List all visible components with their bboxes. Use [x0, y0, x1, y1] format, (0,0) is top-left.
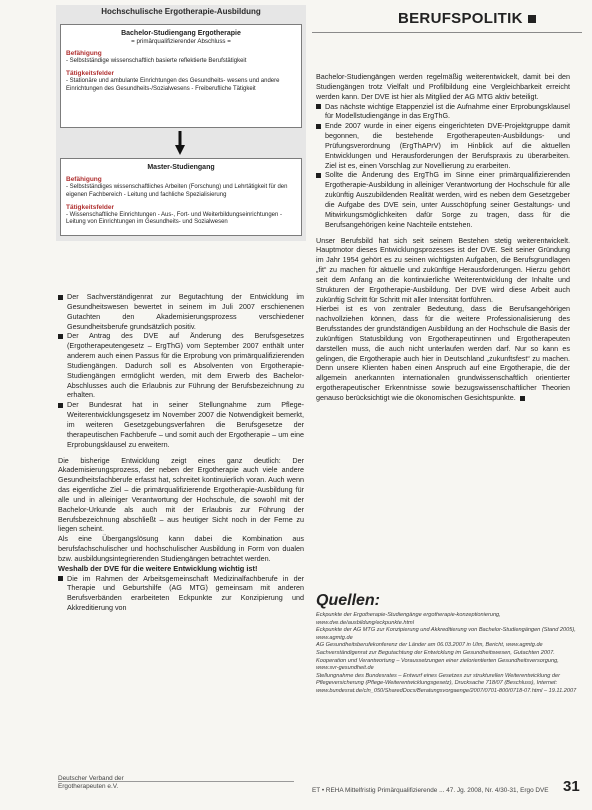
bachelor-subtitle: = primärqualifizierender Abschluss =	[131, 38, 231, 45]
list-item: Sachverständigenrat zur Begutachtung der Entwicklung im Gesundheitswesen, Gutachten 2007. Kooperation und Verantwortung – Voraussetzungen einer zielorientierten Gesundheitsversorgung, www.svr-gesundheit.de	[316, 649, 559, 672]
list-item: Der Bundesrat hat in seiner Stellungnahme zum Pflege-Weiterentwicklungsgesetz im November 2007 die Notwendigkeit bemerkt, im weiteren Gesetzgebungsverfahren die Berufsgesetze der therapeutischen Fachberufe – und somit auch der Ergotherapie – um eine Erprobungsklausel zu erweitern.	[58, 400, 304, 449]
list-item: Das nächste wichtige Etappenziel ist die Aufnahme einer Erprobungsklausel für Modellstudiengänge in das ErgThG.	[316, 102, 570, 122]
list-item: Der Sachverständigenrat zur Begutachtung der Entwicklung im Gesundheitswesen bewertet in seinem im Juli 2007 erschienenen Gutachten den Akademisierungsprozess verschiedener Gesundheitsberufe grundsätzlich positiv.	[58, 292, 304, 331]
bachelor-taetigkeit-label: Tätigkeitsfelder	[66, 69, 115, 77]
down-arrow-icon	[175, 131, 185, 155]
paragraph: Bachelor-Studiengängen werden regelmäßig weiterentwickelt, damit bei den Studiengängen trotz Vielfalt und Profilbildung eine Vergleichbarkeit erreicht werden kann. Der DVE ist hier als Mitglied der AG MTG aktiv beteiligt.	[316, 72, 570, 101]
master-befaehigung-text: - Selbstständiges wissenschaftliches Arbeiten (Forschung) und Lehrtätigkeit für den eigenen Fachbereich - Leitung und fachliche Spezialisierung	[66, 184, 288, 198]
footer-org-line1: Deutscher Verband der	[58, 775, 124, 782]
page-number: 31	[563, 778, 580, 795]
master-befaehigung-label: Befähigung	[66, 176, 102, 183]
paragraph: Als eine Übergangslösung kann dabei die Kombination aus berufsfachschulischer und hochschulischer Ausbildung in Form von dualen bzw. ausbildungsintegrierenden Studiengängen betrachtet werden.	[58, 534, 304, 563]
bachelor-befaehigung-label: Befähigung	[66, 50, 102, 57]
sources-heading: Quellen:	[316, 592, 381, 609]
bachelor-card	[60, 24, 302, 128]
list-item: Ende 2007 wurde in einer eigens eingerichteten DVE-Projektgruppe damit begonnen, die bestehende Ergotherapeuten-Ausbildungs- und Prüfungsverordnung (ErgThAPrV) im Hinblick auf die aktuellen Entwicklungen und Herausforderungen der Berufspraxis zu überarbeiten. Ziel ist es, einen Vorschlag zur Novellierung zu erarbeiten.	[316, 121, 570, 170]
list-item: Eckpunkte der AG MTG zur Konzipierung und Akkreditierung von Bachelor-Studiengängen (Stand 2005), www.agmtg.de	[316, 627, 576, 641]
list-item: Der Antrag des DVE auf Änderung des Berufsgesetzes (Ergotherapeutengesetz – ErgThG) vom September 2007 enthält unter anderem auch einen Passus für die Erprobung von primärqualifizierenden Studiengängen. Dadurch soll es Absolventen von Ergotherapie-Studiengängen ermöglicht werden, mit dem Erwerb des Bachelor-Abschlusses auch die Erlaubnis zur Führung der Berufsbezeichnung zu erhalten.	[58, 331, 304, 400]
bachelor-taetigkeit-text: - Stationäre und ambulante Einrichtungen des Gesundheits- wesens und andere Einrichtungen des Gesundheits-/Sozialwesens - Freiberufliche Tätigkeit	[66, 77, 280, 92]
list-item: AG Gesundheitsberufekonferenz der Länder am 06.03.2007 in Ulm, Bericht, www.agmtg.de	[316, 642, 543, 649]
master-taetigkeit-label: Tätigkeitsfelder	[66, 203, 115, 211]
subheading: Weshalb der DVE für die weitere Entwicklung wichtig ist!	[58, 563, 258, 573]
master-taetigkeit-text: - Wissenschaftliche Einrichtungen - Aus-, Fort- und Weiterbildungseinrichtungen - Leitung von Einrichtungen im Gesundheits- und Sozialwesen	[66, 211, 282, 226]
sources-list	[316, 612, 578, 696]
bachelor-befaehigung-text: - Selbstständige wissenschaftlich basierte reflektierte Berufstätigkeit	[66, 58, 247, 64]
paragraph: Die bisherige Entwicklung zeigt eines ganz deutlich: Der Akademisierungsprozess, der neben der Ergotherapie auch viele andere Gesundheitsfachberufe erfasst hat, schreitet kontinuierlich voran. Auch wenn das eigentliche Ziel – die primärqualifizierende Ergotherapie-Ausbildung für alle und in alleiniger Verantwortung der Hochschule, die sowohl mit der Bachelor-Urkunde als auch mit der Erlaubnis zur Führung der Berufsbezeichnung abschließt – aus heutiger Sicht noch in der Ferne zu liegen scheint.	[58, 455, 304, 534]
right-column	[316, 72, 570, 403]
diagram-title: Hochschulische Ergotherapie-Ausbildung	[101, 7, 261, 16]
master-card	[60, 158, 302, 236]
left-column	[58, 292, 304, 613]
header-rule	[312, 32, 582, 33]
master-title: Master-Studiengang	[147, 164, 215, 171]
list-item: Stellungnahme des Bundesrates – Entwurf eines Gesetzes zur strukturellen Weiterentwicklung der Pflegeversicherung (Pflege-Weiterentwicklungsgesetz), Drucksache 718/07 (Beschluss), Internet: www.bundesrat.de/cln_050/SharedDocs/Beratungsvorgaenge/2007/0701-800/0718-07.html – 19.11.2007	[316, 672, 577, 694]
section-header: BERUFSPOLITIK	[398, 10, 536, 27]
footer-org	[58, 775, 124, 791]
footer-org-line2: Ergotherapeuten e.V.	[58, 783, 119, 790]
list-item: Die im Rahmen der Arbeitsgemeinschaft Medizinalfachberufe in der Therapie und Geburtshilfe (AG MTG) gemeinsam mit anderen Berufsverbänden erarbeiteten Eckpunkte zur Konzipierung und Akkreditierung von	[58, 574, 304, 613]
bachelor-title: Bachelor-Studiengang Ergotherapie	[121, 30, 241, 37]
paragraph: Unser Berufsbild hat sich seit seinem Bestehen stetig weiterentwickelt. Hauptmotor dieses Entwicklungsprozesses ist der DVE. Seit seiner Gründung im Jahr 1954 gehört es zu seinen wichtigsten Aufgaben, die Berufsgrundlagen „fit“ zu machen für aktuelle und zukünftige Herausforderungen. Hierzu gehört seit dem Anfang an die kontinuierliche Weiterentwicklung der Inhalte und Strukturen der Ergotherapie-Ausbildung. Der DVE wird diese Arbeit auch zukünftig Schritt für Schritt mit aller Intensität fortführen.	[316, 235, 570, 304]
header-square-icon	[528, 15, 536, 23]
list-item: Sollte die Änderung des ErgThG im Sinne einer primärqualifizierenden Ergotherapie-Ausbildung in alleiniger Verantwortung der Hochschule für alle zukünftig Auszubildenden Realität werden, wird es neben dem Gesetzgeber die Aufgabe des DVE sein, unter Ausschöpfung seiner Gestaltungs- und Mitwirkungsmöglichkeiten dafür Sorge zu tragen, dass für die Berufsangehörigen keine Nachteile entstehen.	[316, 170, 570, 229]
footer-citation: ET • REHA Mittelfristig Primärqualifizierende ... 47. Jg. 2008, Nr. 4/30-31, Ergo DVE	[312, 787, 549, 794]
end-square-icon	[520, 396, 525, 401]
paragraph: Hierbei ist es von zentraler Bedeutung, dass die Berufsangehörigen nachvollziehen können, dass für die weitere Professionalisierung des Berufsstandes der grundständigen Ausbildung an der Hochschule die Basis der zukünftigen Statusbildung von Ergotherapeutinnen und Ergotherapeuten darstellen muss, die auch nicht unterlaufen werden darf. Nur so kann es gelingen, die Ergotherapie auch hier in Deutschland „zukunftsfest“ zu machen. Denn unsere Klienten haben einen Anspruch auf eine Ergotherapie, die der allgemein anerkannten internationalen grundwissenschaftlich orientierter ergotherapeutischer Erkenntnisse sowie bezugswissenschaftlicher Theorien genauso berücksichtigt wie die ökonomischen Gesichtspunkte.	[316, 304, 570, 402]
list-item: Eckpunkte der Ergotherapie-Studiengänge ergotherapie-konzeptionierung, www.dve.de/ausbildung/eckpunkte.html	[316, 612, 501, 626]
